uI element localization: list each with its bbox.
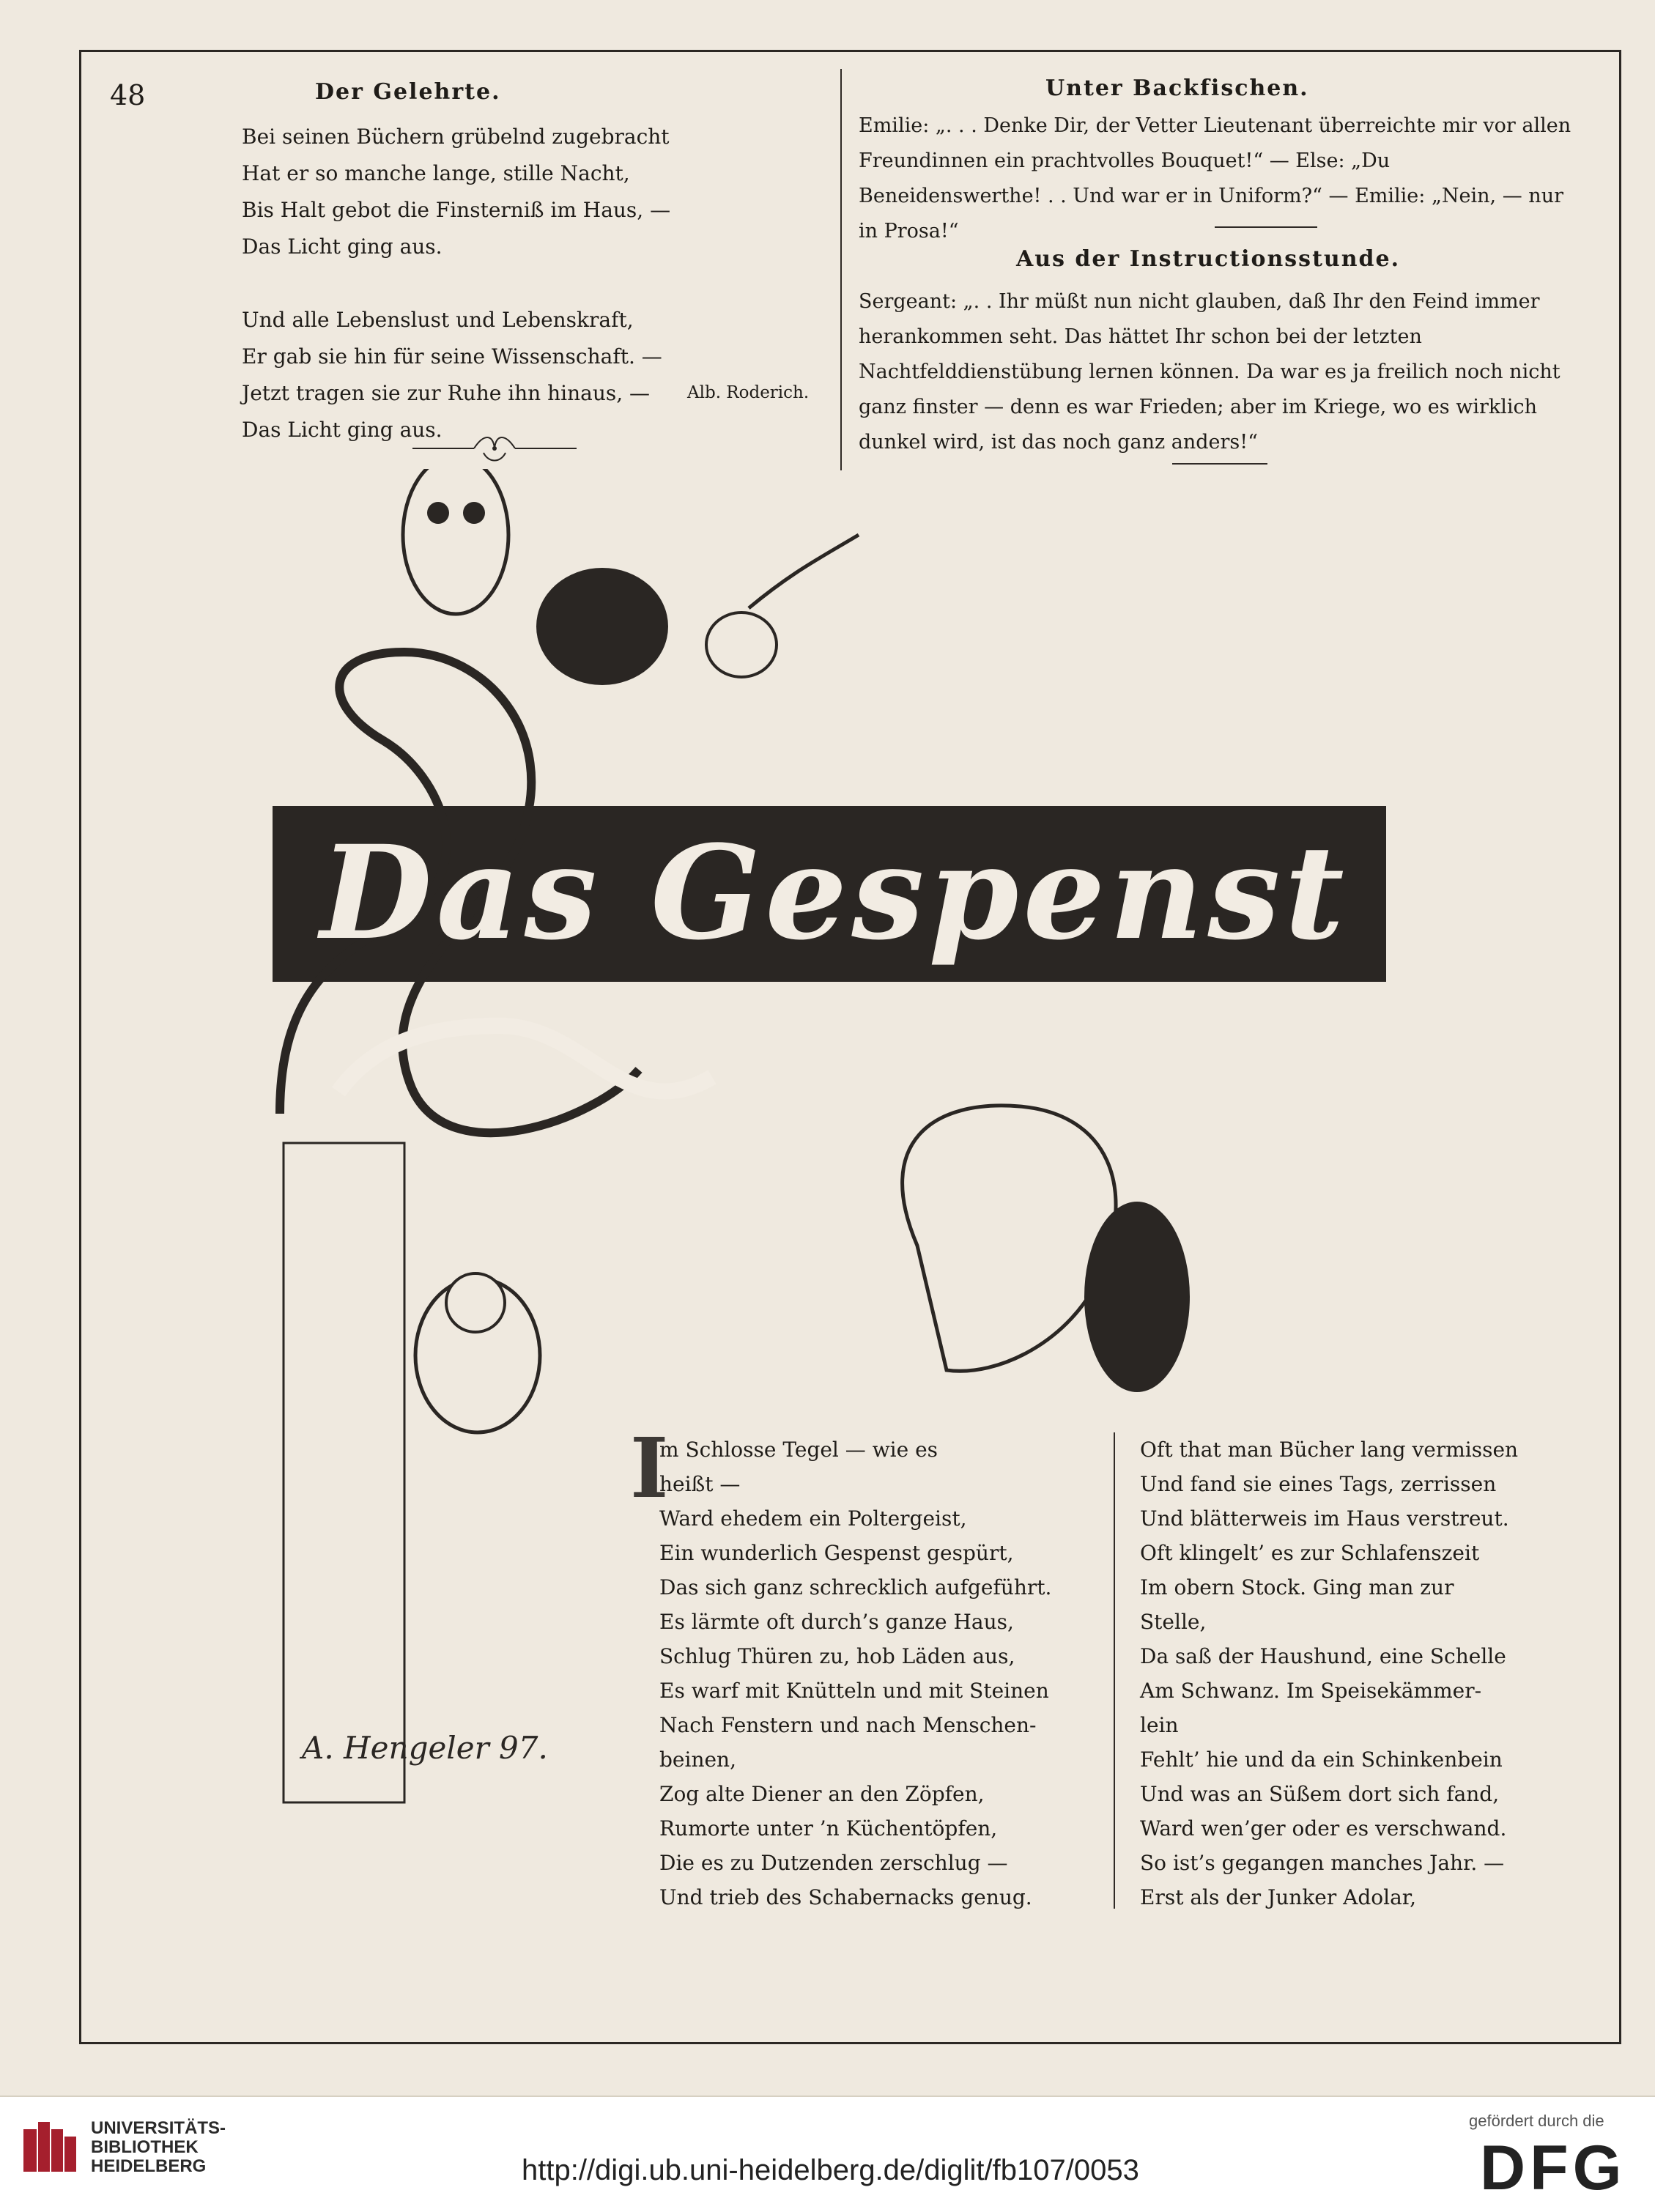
header-column-divider [840,69,842,470]
ornament-icon [407,428,582,469]
poem-text: Bei seinen Büchern grübelnd zugebracht Hat er so manche lange, stille Nacht, Bis Halt gebot die Finsterniß im Haus, — Das Licht ging aus. Und alle Lebenslust und Lebenskraft, Er gab sie hin für seine Wissenschaft. — Jetzt tragen sie zur Ruhe ihn hinaus, — Das Licht ging aus. [242,125,671,442]
section-text-instruction: Sergeant: „. . Ihr müßt nun nicht glauben, daß Ihr den Feind immer herankommen seht. Das hättet Ihr schon bei der letzten Nachtfelddienstübung lernen können. Da war es ja freilich noch nicht ganz finster — denn es war Frieden; aber im Kriege, wo es wirklich dunkel wird, ist das noch ganz anders!“ [859,290,1560,454]
black-ghost-figure [536,568,668,685]
story-column-divider [1114,1432,1115,1909]
poem-title: Der Gelehrte. [315,79,501,105]
section-title-backfische: Unter Backfischen. [1045,75,1309,101]
owl-figure [403,469,508,614]
story-right-column: Oft that man Bücher lang vermissen Und fand sie eines Tags, zerrissen Und blätterweis im Haus verstreut. Oft klingelt’ es zur Schlafenszeit Im obern Stock. Ging man zur Stelle, Da saß der Haushund, eine Schelle Am Schwanz. Im Speisekämmer- lein Fehlt’ hie und da ein Schinkenbein Und was an Süßem dort sich fand, Ward wen’ger oder es verschwand. So ist’s gegangen manches Jahr. — Erst als der Junker Adolar, [1140,1438,1519,1909]
illustration-title: Das Gespenst [320,817,1349,969]
page-number: 48 [110,79,146,111]
section-rule [1215,226,1317,228]
illustration-column [284,1143,404,1802]
library-name: UNIVERSITÄTS- BIBLIOTHEK HEIDELBERG [91,2118,226,2176]
bird-figure [706,613,777,677]
fleeing-servant-figure [903,1106,1116,1371]
drop-cap-initial: I [630,1421,669,1517]
story-left-column: m Schlosse Tegel — wie es heißt — Ward ehedem ein Poltergeist, Ein wunderlich Gespenst gespürt, Das sich ganz schrecklich aufgeführt. Es lärmte oft durch’s ganze Haus, Schlug Thüren zu, hob Läden aus, Es warf mit Knütteln und mit Steinen Nach Fenstern und nach Menschen- beinen, Zog alte Diener an den Zöpfen, Rumorte unter ’n Küchentöpfen, Die es zu Dutzenden zerschlug — Und trieb des Schabernacks genug. [659,1438,1052,1909]
section-title-instruction: Aus der Instructionsstunde. [1016,246,1401,272]
dfg-logo-icon: DFG [1480,2133,1626,2203]
frightened-man-figure [1084,1202,1190,1392]
library-logo-icon [18,2116,84,2182]
funding-text: gefördert durch die [1469,2112,1604,2130]
ghost-drape [338,1026,712,1092]
section-text-backfische: Emilie: „. . . Denke Dir, der Vetter Lieutenant überreichte mir vor allen Freundinnen ein prachtvolles Bouquet!“ — Else: „Du Beneidenswerthe! . . Und war er in Uniform?“ — Emilie: „Nein, — nur in Prosa!“ [859,114,1571,243]
section-rule [1172,463,1267,465]
poem-author: Alb. Roderich. [687,383,810,402]
digital-library-footer [0,2096,1655,2212]
artist-signature: A. Hengeler 97. [302,1730,548,1766]
source-url[interactable]: http://digi.ub.uni-heidelberg.de/diglit/fb107/0053 [522,2154,1139,2186]
